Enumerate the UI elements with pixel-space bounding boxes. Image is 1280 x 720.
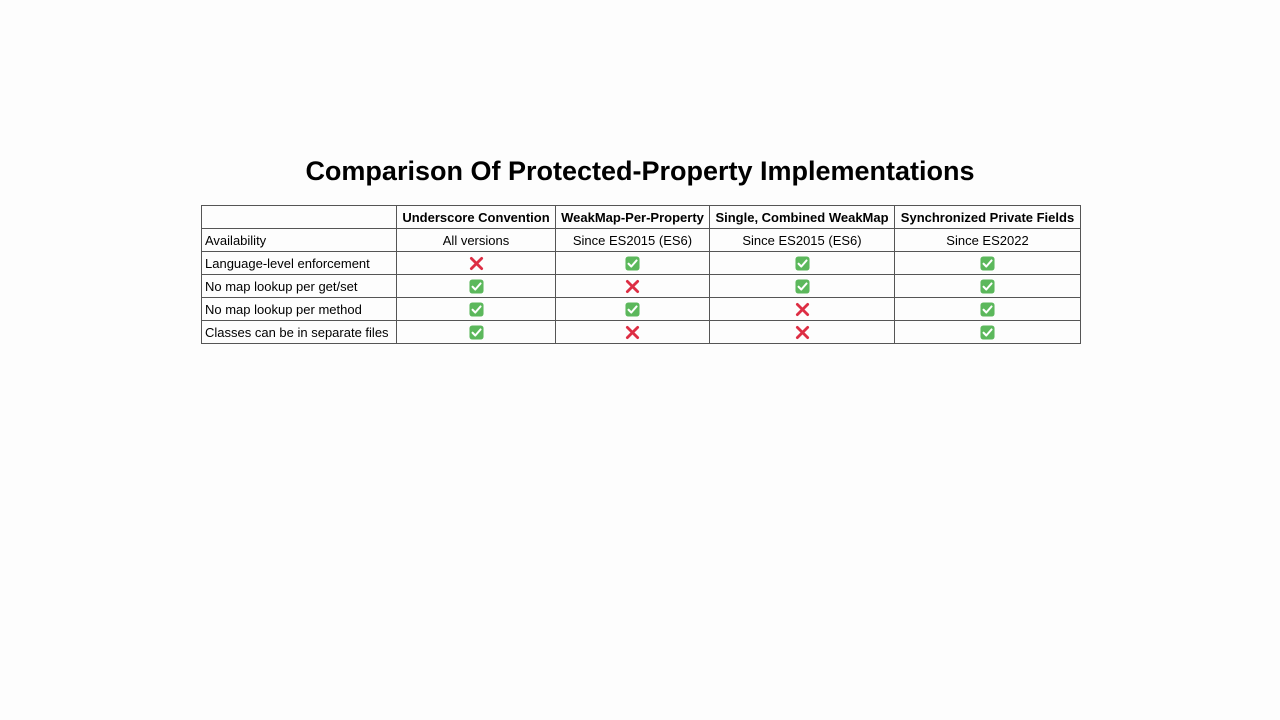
row-label: Availability — [202, 229, 397, 252]
table-cell-mark — [556, 252, 710, 275]
header-weakmap-per-property: WeakMap-Per-Property — [556, 206, 710, 229]
table-body — [202, 229, 1081, 344]
table-cell-mark — [895, 252, 1081, 275]
header-single-combined-weakmap: Single, Combined WeakMap — [710, 206, 895, 229]
table-row — [202, 298, 1081, 321]
table-cell-mark — [397, 321, 556, 344]
cross-mark-icon — [625, 325, 640, 340]
header-cell-empty — [202, 206, 397, 229]
table-cell-mark — [556, 321, 710, 344]
table-cell-mark — [895, 298, 1081, 321]
table-cell: Since ES2015 (ES6) — [556, 229, 710, 252]
check-mark-icon — [469, 325, 484, 340]
check-mark-icon — [469, 302, 484, 317]
cross-mark-icon — [625, 279, 640, 294]
check-mark-icon — [469, 279, 484, 294]
table-cell-mark — [710, 298, 895, 321]
table-cell-mark — [710, 321, 895, 344]
check-mark-icon — [795, 279, 810, 294]
check-mark-icon — [795, 256, 810, 271]
table-row — [202, 252, 1081, 275]
cross-mark-icon — [795, 325, 810, 340]
check-mark-icon — [980, 302, 995, 317]
table-cell-mark — [710, 252, 895, 275]
header-underscore-convention: Underscore Convention — [397, 206, 556, 229]
check-mark-icon — [625, 302, 640, 317]
table-row — [202, 275, 1081, 298]
comparison-table — [201, 205, 1081, 344]
check-mark-icon — [980, 325, 995, 340]
page-title: Comparison Of Protected-Property Implementations — [305, 156, 975, 186]
row-label: Language-level enforcement — [202, 252, 397, 275]
table-cell-mark — [710, 275, 895, 298]
row-label: Classes can be in separate files — [202, 321, 397, 344]
check-mark-icon — [980, 256, 995, 271]
check-mark-icon — [980, 279, 995, 294]
table-cell-mark — [397, 298, 556, 321]
table-cell: Since ES2022 — [895, 229, 1081, 252]
table-cell-mark — [556, 298, 710, 321]
table-cell-mark — [397, 275, 556, 298]
row-label: No map lookup per get/set — [202, 275, 397, 298]
table-cell-mark — [895, 321, 1081, 344]
cross-mark-icon — [795, 302, 810, 317]
table-cell-mark — [556, 275, 710, 298]
table-row — [202, 229, 1081, 252]
table-cell: Since ES2015 (ES6) — [710, 229, 895, 252]
row-label: No map lookup per method — [202, 298, 397, 321]
table-cell-mark — [895, 275, 1081, 298]
table-header-row — [202, 206, 1081, 229]
table-row — [202, 321, 1081, 344]
check-mark-icon — [625, 256, 640, 271]
cross-mark-icon — [469, 256, 484, 271]
table-cell: All versions — [397, 229, 556, 252]
table-cell-mark — [397, 252, 556, 275]
header-synchronized-private-fields: Synchronized Private Fields — [895, 206, 1081, 229]
